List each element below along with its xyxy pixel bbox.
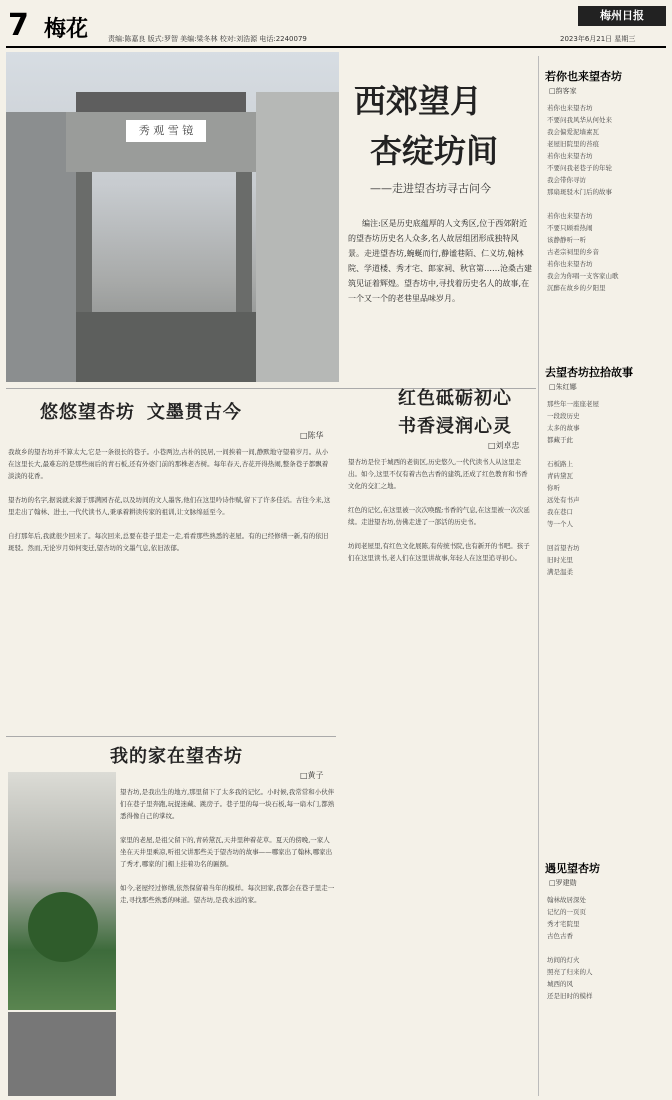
archway-plaque: 秀 观 雪 镜 [126, 120, 206, 142]
archway-roof [76, 92, 246, 112]
tree [28, 892, 98, 962]
article2-body: 望杏坊是位于城西的老街区,历史悠久,一代代读书人从这里走出。如今,这里不仅有着古色古香的建筑,还成了红色教育和书香文化的交汇之地。 红色的记忆,在这里被一次次唤醒;书香的气息,在这里被一次次延续。走进望杏坊,仿佛走进了一部活的历史书。 坊间老屋里,有红色文化展陈,有传统书院,也有新开的书吧。孩子们在这里读书,老人们在这里讲故事,年轻人在这里追寻初心。 [348, 458, 530, 562]
article1-title: 悠悠望杏坊 文墨贯古今 [40, 402, 242, 423]
article1-body: 我故乡的望杏坊并不算太大,它是一条很长的巷子。小巷两边,古朴的民居,一间挨着一间,静默地守望着岁月。从小在这里长大,最难忘的是那些雨后的青石板,还有外婆门前的那株老杏树。每年春天,杏花开得热闹,整条巷子都飘着淡淡的花香。 望杏坊的名字,据说就来源于那满园杏花,以及坊间的文人墨客,他们在这里吟诗作赋,留下了许多佳话。古往今来,这里走出了翰林、进士,一代代读书人,秉承着耕读传家的祖训,让文脉绵延至今。 自打那年后,我就很少回来了。每次回来,总要在巷子里走一走,看看那些熟悉的老屋。有的已经修缮一新,有的依旧斑驳。然而,无论岁月如何变迁,望杏坊的文墨气息,依旧浓郁。 [8, 448, 331, 552]
poetry-sidebar [538, 56, 669, 1096]
poem1-title: 若你也来望杏坊 [545, 70, 622, 83]
article3-photo [8, 772, 116, 1010]
street [76, 312, 256, 382]
feature-lead: 编注:区是历史底蕴厚的人文秀区,位于西郊附近的望杏坊历史名人众多,名人故居组团形成独特风景。走进望杏坊,蜿蜒而行,静谧巷陌、仁义坊,翰林院、学道楼、秀才宅、郎家祠、秋官第……沧桑古建筑见证着辉煌。望杏坊中,寻找着历史名人的故事,在一个又一个的老巷里品味岁月。 [348, 219, 532, 303]
page-header [0, 0, 672, 50]
poem2-title: 去望杏坊拉拾故事 [545, 366, 633, 379]
article3-author: □黄子 [300, 771, 324, 780]
feature-title-line1: 西郊望月 [354, 76, 540, 122]
poem3-title: 遇见望杏坊 [545, 862, 600, 875]
article2-title-line1: 红色砥砺初心 [398, 388, 512, 409]
article2-author: □刘卓忠 [488, 441, 520, 450]
feature-subtitle: ——走进望杏坊寻古问今 [370, 182, 491, 195]
credits: 责编:陈嘉良 版式:罗智 美编:梁冬林 校对:刘浩源 电话:2240079 [108, 35, 307, 43]
poem3-text: 翰林故居深处 记忆的一页页 秀才宅院里 古色古香 坊间的灯火 照亮了归来的人 城西的风 还是旧时的模样 [547, 896, 593, 1000]
poem2-text: 那些年一座座老屋 一段段历史 太多的故事 都藏于此 石板路上 青砖黛瓦 你听 远处有书声 我在巷口 等一个人 回首望杏坊 旧时光里 满是温柔 [547, 400, 599, 576]
newspaper-logo: 梅州日报 [578, 6, 666, 26]
article3-body: 望杏坊,是我出生的地方,那里留下了太多我的记忆。小时候,我常常和小伙伴们在巷子里奔跑,玩捉迷藏、跳房子。巷子里的每一块石板,每一扇木门,都熟悉得像自己的掌纹。 家里的老屋,是祖父留下的,青砖黛瓦,天井里种着花草。夏天的傍晚,一家人坐在天井里乘凉,听祖父讲那些关于望杏坊的故事——哪家出了翰林,哪家出了秀才,哪家的门楣上挂着功名的匾额。 如今,老屋经过修缮,依然保留着当年的模样。每次回家,我都会在巷子里走一走,寻找那些熟悉的味道。望杏坊,是我永远的家。 [120, 788, 335, 904]
poem1-author: □韵客家 [549, 87, 577, 95]
building-right [256, 92, 339, 382]
main-photo [6, 52, 339, 382]
article2-title-line2: 书香浸润心灵 [398, 416, 512, 437]
divider [6, 736, 336, 737]
page-number: 7 [8, 8, 29, 43]
poem1-text: 若你也来望杏坊 不要问我风华从何处来 我会偏爱泥墙素瓦 老屋旧院里的苔痕 若你也来望杏坊 不要问我老巷子的年轮 我会带你寻访 那扇斑驳木门后的故事 若你也来望杏坊 不要只顾看热闹 该静静听一听 古老宗祠里的乡音 若你也来望杏坊 我会为你唱一支客家山歌 沉醉在故乡的夕阳里 [547, 104, 619, 292]
header-rule [6, 46, 666, 48]
poem3-author: □罗建勋 [549, 879, 577, 887]
poem2-author: □朱红娜 [549, 383, 577, 391]
feature-title [340, 76, 540, 226]
section-title: 梅花 [44, 17, 89, 42]
feature-title-line2: 杏绽坊间 [370, 132, 499, 170]
article3-title: 我的家在望杏坊 [110, 746, 243, 767]
issue-date: 2023年6月21日 星期三 [560, 35, 636, 43]
article3-photo-2 [8, 1012, 116, 1096]
article1-author: □陈华 [300, 431, 324, 440]
